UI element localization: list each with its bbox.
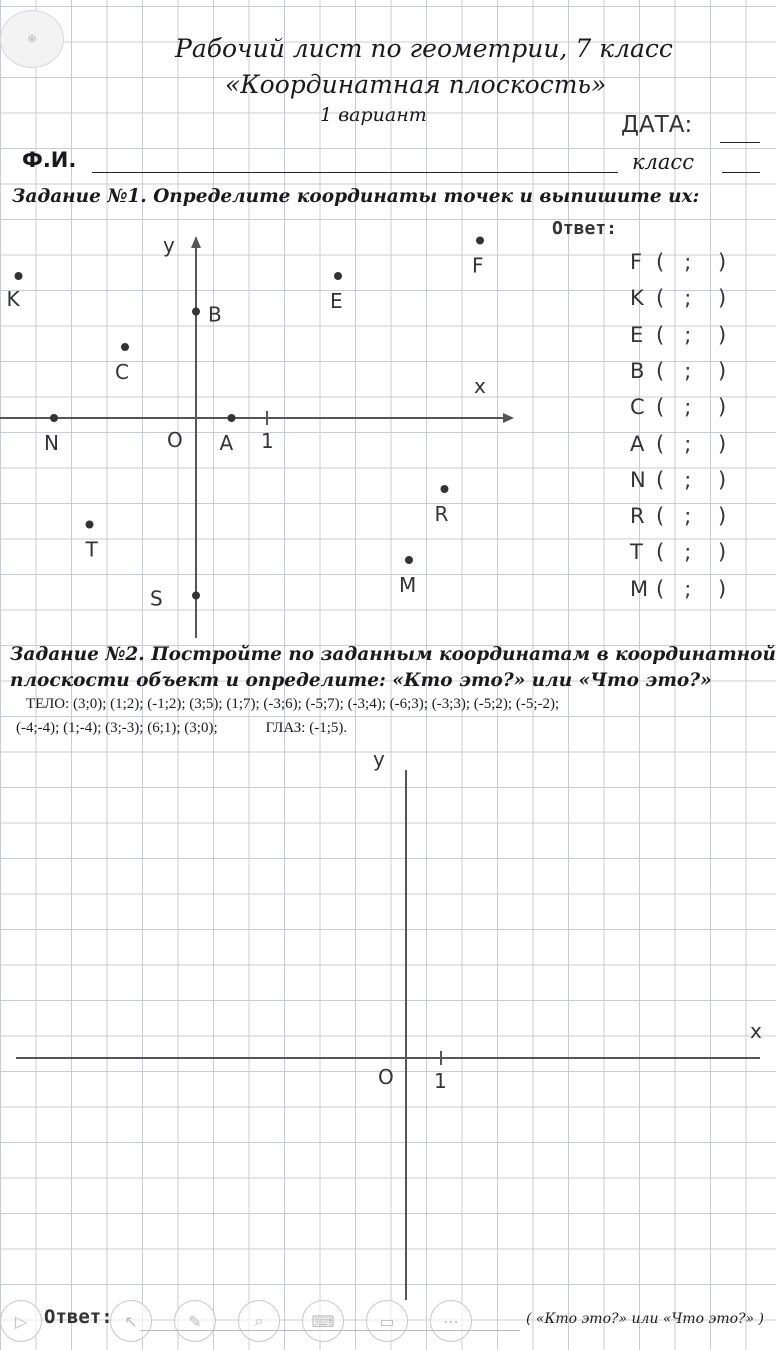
point-s [192, 592, 200, 600]
pen-icon[interactable]: ✎ [174, 1300, 216, 1342]
answer-row-t[interactable] [630, 540, 726, 564]
task2-answer-hint: ( «Кто это?» или «Что это?» ) [526, 1311, 764, 1327]
point-label-n: N [44, 431, 59, 455]
task2-origin-label: O [378, 1065, 394, 1089]
answer-row-n[interactable] [630, 468, 726, 492]
point-m [405, 556, 413, 564]
answer-point-name: B [630, 358, 645, 383]
task1-text: Задание №1. Определите координаты точек и выпишите их: [12, 186, 700, 207]
class-field[interactable] [722, 172, 760, 173]
point-label-r: R [434, 502, 449, 526]
task1-coordinate-plane [0, 228, 540, 640]
answer-row-m[interactable] [630, 577, 726, 601]
answer-coordinates-blank[interactable]: ( ; ) [656, 504, 727, 529]
task2-text-line-1: Задание №2. Постройте по заданным координатам в координатной [10, 644, 776, 665]
point-label-a: A [219, 431, 234, 455]
point-a [228, 414, 236, 422]
answer-row-r[interactable] [630, 504, 726, 528]
task1-points [7, 237, 485, 611]
task2-y-label: y [373, 747, 385, 771]
point-label-t: T [85, 537, 98, 562]
point-n [50, 414, 58, 422]
task2-answer-field[interactable] [140, 1330, 520, 1331]
answer-point-name: F [630, 250, 643, 274]
point-c [121, 343, 129, 351]
answer-point-name: E [630, 322, 644, 347]
point-t [86, 521, 94, 529]
answer-coordinates-blank[interactable]: ( ; ) [656, 250, 727, 274]
task1-y-label: y [163, 233, 175, 257]
answer-coordinates-blank[interactable]: ( ; ) [656, 286, 727, 311]
answer-point-name: T [630, 540, 643, 565]
task1-y-arrow [191, 236, 201, 248]
school-emblem-icon: ◎ [0, 10, 64, 68]
answer-point-name: A [630, 431, 645, 456]
point-label-e: E [330, 289, 343, 313]
zoom-icon[interactable]: ⌕ [238, 1300, 280, 1342]
point-e [334, 272, 342, 280]
title-line-2: «Координатная плоскость» [225, 70, 607, 99]
task1-x-arrow [503, 413, 514, 423]
point-k [15, 272, 23, 280]
answer-point-name: C [630, 395, 645, 420]
task1-unit-label: 1 [261, 429, 274, 453]
answer-coordinates-blank[interactable]: ( ; ) [656, 322, 727, 347]
variant-label: 1 вариант [320, 104, 427, 126]
point-label-f: F [472, 253, 484, 278]
answer-row-k[interactable] [630, 286, 726, 310]
task1-answer-label: Ответ: [552, 218, 618, 239]
task2-unit-label: 1 [434, 1069, 447, 1093]
point-b [192, 308, 200, 316]
date-label: ДАТА: [621, 112, 693, 138]
point-label-b: B [208, 302, 222, 327]
title-line-1: Рабочий лист по геометрии, 7 класс [175, 34, 673, 63]
answer-point-name: R [630, 504, 645, 529]
point-r [441, 485, 449, 493]
answer-point-name: M [630, 576, 649, 601]
answer-point-name: K [630, 286, 644, 311]
answer-coordinates-blank[interactable]: ( ; ) [656, 431, 727, 456]
class-label: класс [632, 150, 694, 174]
answer-row-b[interactable] [630, 359, 726, 383]
answer-coordinates-blank[interactable]: ( ; ) [656, 540, 727, 565]
eye-coordinates: ГЛАЗ: (-1;5). [265, 720, 348, 736]
video-off-icon[interactable]: ▭ [366, 1300, 408, 1342]
fio-label: Ф.И. [22, 148, 77, 172]
task2-x-label: x [750, 1019, 762, 1043]
answer-row-f[interactable] [630, 250, 726, 274]
date-field[interactable] [720, 142, 760, 143]
task2-text-line-2: плоскости объект и определите: «Кто это?» или «Что это?» [10, 670, 712, 691]
fio-field[interactable] [92, 172, 618, 173]
task1-x-label: x [474, 374, 486, 398]
point-label-k: K [6, 287, 20, 311]
body-coordinates-line-1: ТЕЛО: (3;0); (1;2); (-1;2); (3;5); (1;7); (-3;6); (-5;7); (-3;4); (-6;3); (-3;3); (-5;2); (-5;-2); [26, 696, 560, 712]
body-coordinates-tail: (-4;-4); (1;-4); (3;-3); (6;1); (3;0); [16, 720, 218, 736]
point-label-c: C [115, 360, 129, 384]
point-label-m: M [399, 573, 417, 597]
task2-answer-label: Ответ: [44, 1306, 113, 1328]
task1-origin-label: O [167, 428, 183, 452]
answer-coordinates-blank[interactable]: ( ; ) [656, 467, 727, 492]
answer-row-a[interactable] [630, 432, 726, 456]
answer-point-name: N [630, 467, 646, 492]
answer-row-c[interactable] [630, 395, 726, 419]
answer-coordinates-blank[interactable]: ( ; ) [656, 395, 727, 420]
more-icon[interactable]: ⋯ [430, 1300, 472, 1342]
body-coordinates-line-2 [16, 720, 347, 737]
answer-coordinates-blank[interactable]: ( ; ) [656, 358, 727, 383]
keyboard-icon[interactable]: ⌨ [302, 1300, 344, 1342]
answer-row-e[interactable] [630, 323, 726, 347]
task2-coordinate-plane[interactable] [0, 740, 760, 1300]
point-f [476, 237, 484, 245]
pointer-icon[interactable]: ↖ [110, 1300, 152, 1342]
play-icon[interactable]: ▷ [0, 1300, 42, 1342]
answer-coordinates-blank[interactable]: ( ; ) [656, 576, 727, 601]
point-label-s: S [150, 586, 163, 611]
